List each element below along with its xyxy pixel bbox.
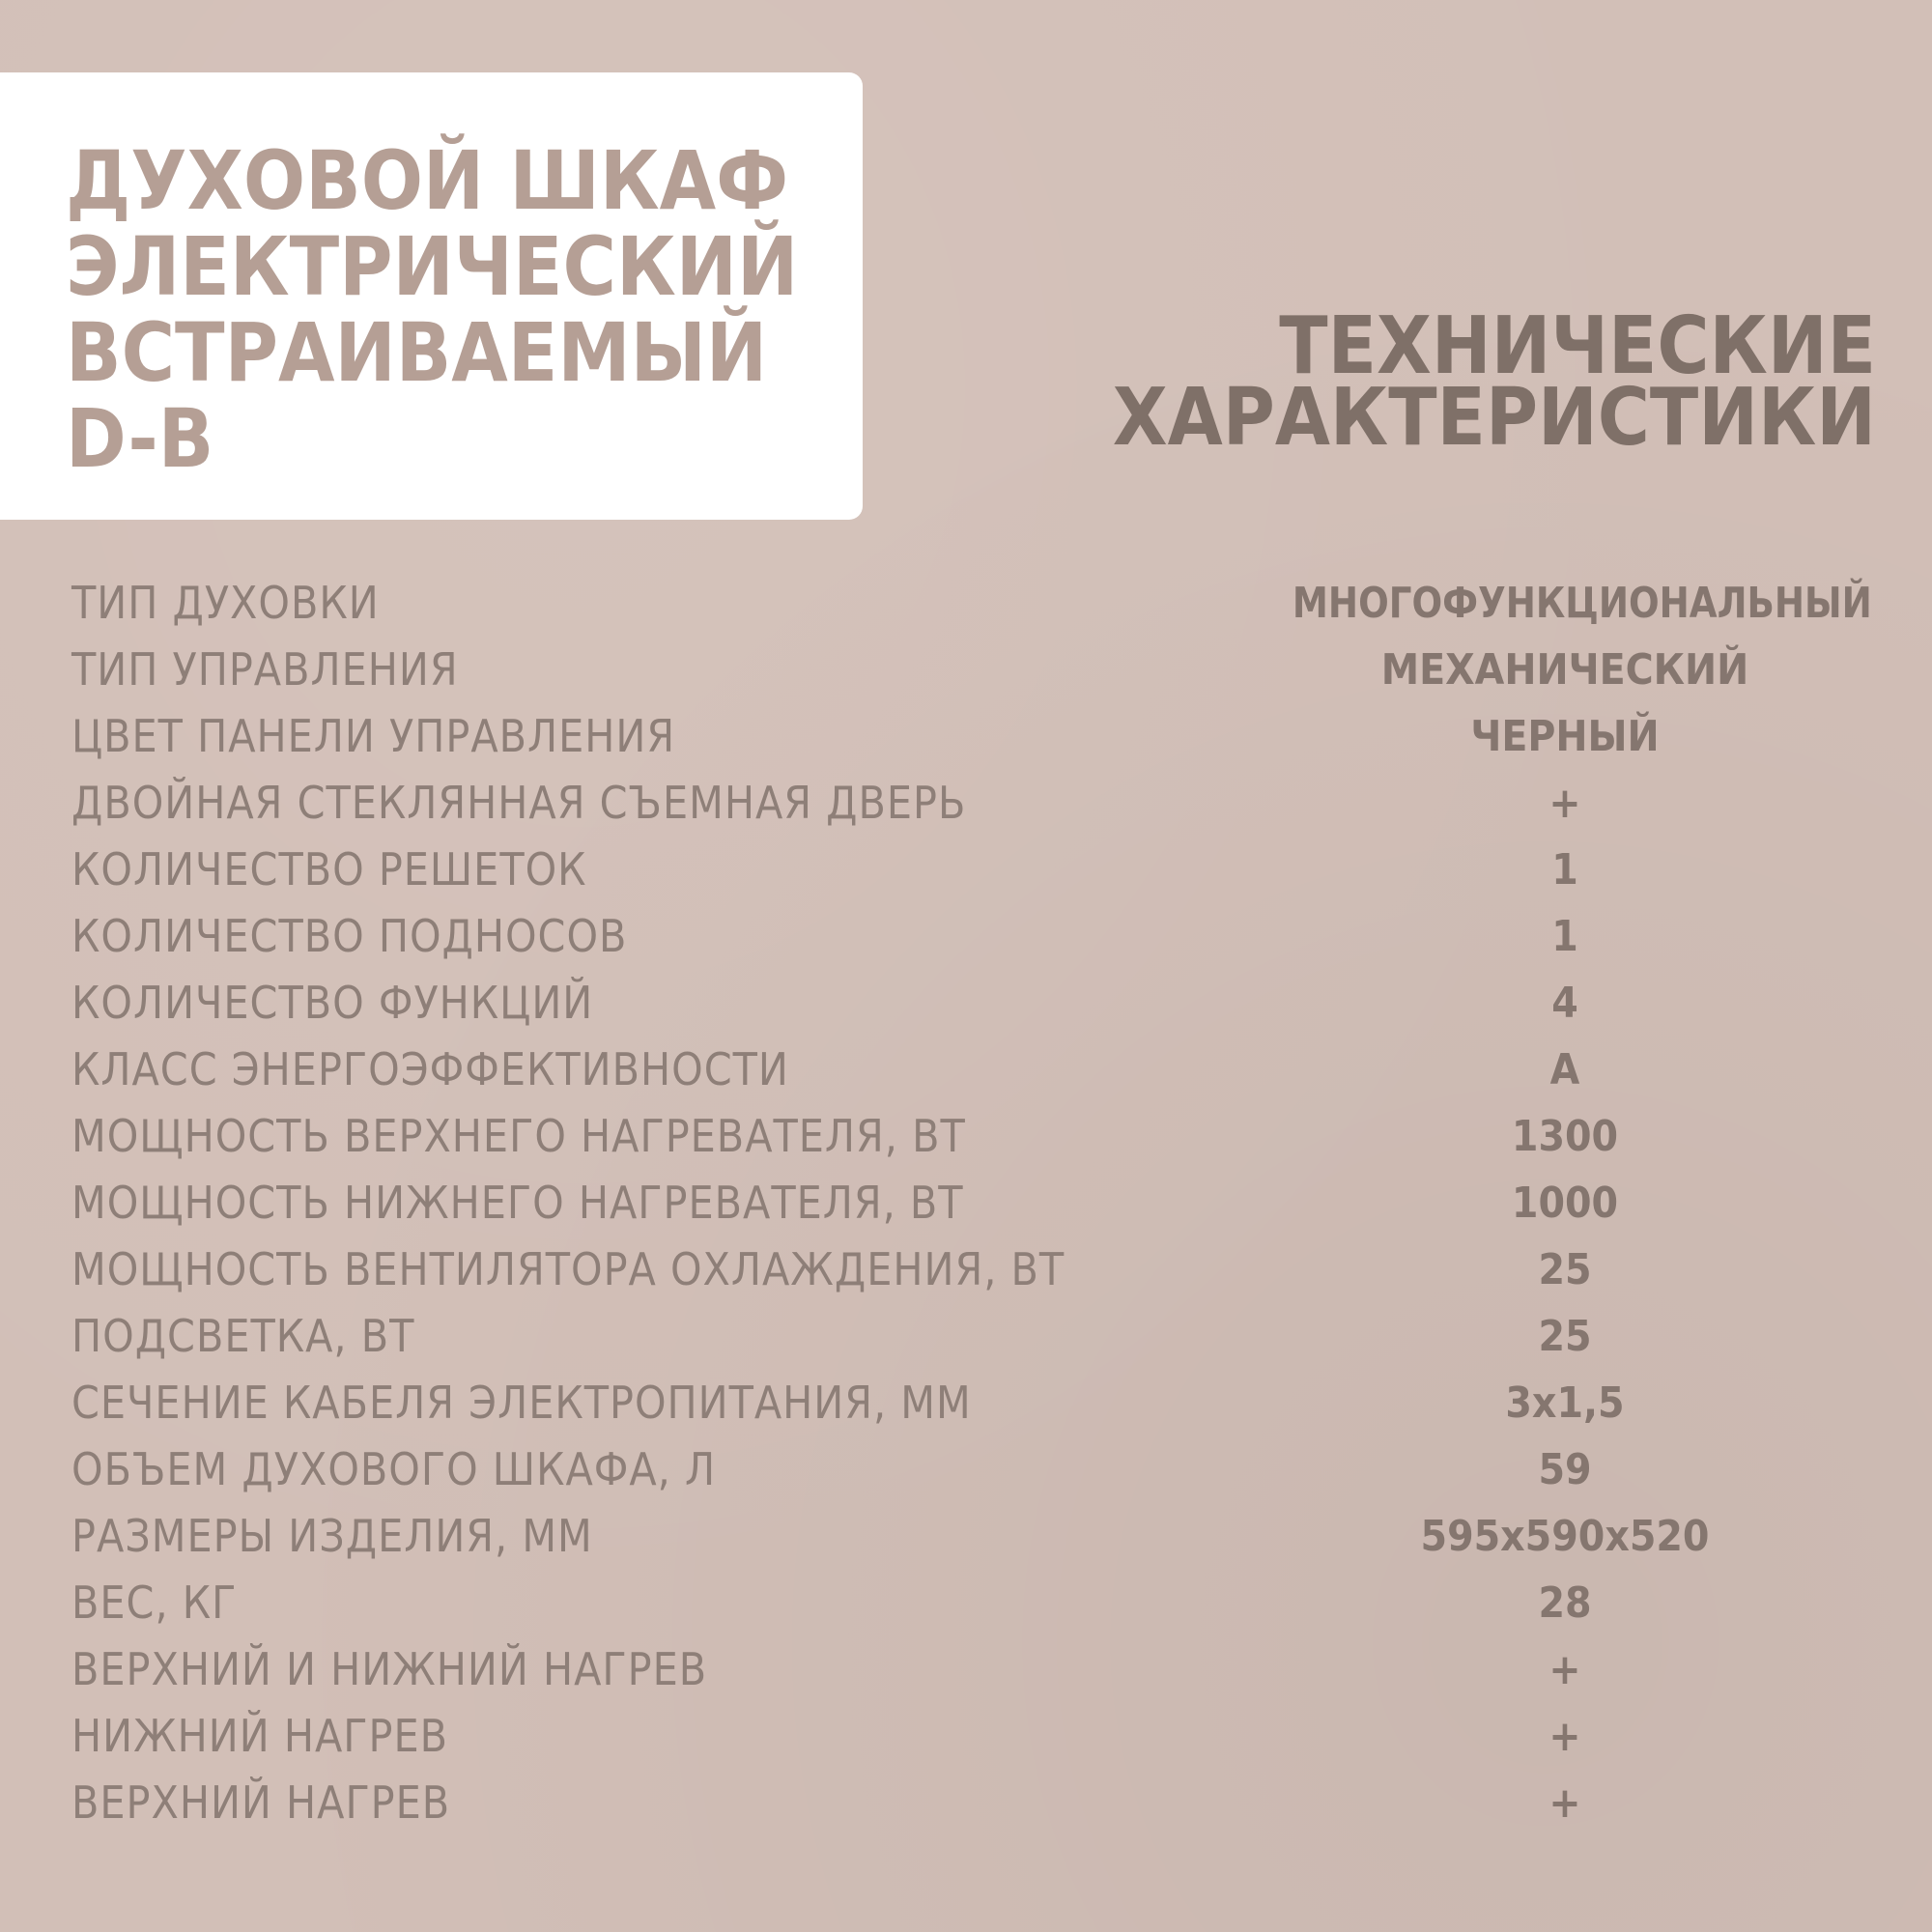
spec-row [0, 1503, 1932, 1570]
spec-value: + [1548, 1645, 1581, 1694]
spec-label: ЦВЕТ ПАНЕЛИ УПРАВЛЕНИЯ [71, 710, 676, 762]
spec-value: А [1549, 1045, 1580, 1094]
spec-value: ЧЕРНЫЙ [1470, 712, 1660, 761]
spec-value: 1000 [1511, 1179, 1619, 1228]
section-title-line-2: ХАРАКТЕРИСТИКИ [1112, 372, 1876, 464]
spec-row [0, 770, 1932, 837]
spec-label: ВЕС, КГ [71, 1577, 238, 1629]
spec-label: КОЛИЧЕСТВО ФУНКЦИЙ [71, 977, 594, 1029]
spec-row [0, 1170, 1932, 1236]
spec-label: ТИП УПРАВЛЕНИЯ [71, 643, 459, 696]
spec-row [0, 1303, 1932, 1370]
spec-row [0, 1037, 1932, 1103]
spec-value: + [1548, 1712, 1581, 1761]
spec-label: СЕЧЕНИЕ КАБЕЛЯ ЭЛЕКТРОПИТАНИЯ, ММ [71, 1377, 972, 1429]
spec-label: КОЛИЧЕСТВО ПОДНОСОВ [71, 910, 628, 962]
spec-label: ОБЪЕМ ДУХОВОГО ШКАФА, Л [71, 1443, 717, 1495]
spec-row [0, 1636, 1932, 1703]
spec-value: 25 [1538, 1312, 1592, 1361]
section-title-line-1: ТЕХНИЧЕСКИЕ [1279, 300, 1876, 392]
spec-label: КОЛИЧЕСТВО РЕШЕТОК [71, 843, 587, 895]
spec-label: ПОДСВЕТКА, ВТ [71, 1310, 415, 1362]
spec-value: 595x590x520 [1420, 1512, 1710, 1561]
spec-label: МОЩНОСТЬ ВЕНТИЛЯТОРА ОХЛАЖДЕНИЯ, ВТ [71, 1243, 1065, 1295]
spec-row [0, 1103, 1932, 1170]
product-title-line-1: ДУХОВОЙ ШКАФ [66, 133, 789, 228]
spec-row [0, 1436, 1932, 1503]
spec-value: + [1548, 779, 1581, 828]
spec-label: МОЩНОСТЬ ВЕРХНЕГО НАГРЕВАТЕЛЯ, ВТ [71, 1110, 966, 1162]
spec-row [0, 837, 1932, 903]
spec-label: ВЕРХНИЙ НАГРЕВ [71, 1776, 451, 1829]
spec-row [0, 1703, 1932, 1770]
spec-label: НИЖНИЙ НАГРЕВ [71, 1710, 449, 1762]
spec-value: МНОГОФУНКЦИОНАЛЬНЫЙ [1292, 579, 1872, 628]
spec-value: МЕХАНИЧЕСКИЙ [1380, 645, 1749, 695]
spec-label: ТИП ДУХОВКИ [71, 577, 380, 629]
spec-label: РАЗМЕРЫ ИЗДЕЛИЯ, ММ [71, 1510, 593, 1562]
spec-value: + [1548, 1778, 1581, 1828]
spec-value: 25 [1538, 1245, 1592, 1294]
spec-row [0, 1770, 1932, 1836]
product-title-line-4: D-B [66, 391, 214, 486]
spec-value: 28 [1538, 1578, 1592, 1628]
spec-label: ДВОЙНАЯ СТЕКЛЯННАЯ СЪЕМНАЯ ДВЕРЬ [71, 777, 967, 829]
spec-value: 3x1,5 [1505, 1378, 1625, 1428]
spec-row [0, 1370, 1932, 1436]
spec-value: 1 [1551, 845, 1578, 895]
spec-row [0, 703, 1932, 770]
product-title-line-3: ВСТРАИВАЕМЫЙ [66, 305, 768, 400]
product-title-card [0, 72, 863, 520]
spec-label: КЛАСС ЭНЕРГОЭФФЕКТИВНОСТИ [71, 1043, 789, 1095]
spec-row [0, 637, 1932, 703]
spec-value: 1300 [1511, 1112, 1619, 1161]
spec-row [0, 970, 1932, 1037]
product-title-line-2: ЭЛЕКТРИЧЕСКИЙ [66, 219, 799, 314]
spec-row [0, 903, 1932, 970]
spec-value: 1 [1551, 912, 1578, 961]
spec-value: 4 [1551, 979, 1578, 1028]
spec-label: ВЕРХНИЙ И НИЖНИЙ НАГРЕВ [71, 1643, 708, 1695]
spec-label: МОЩНОСТЬ НИЖНЕГО НАГРЕВАТЕЛЯ, ВТ [71, 1177, 964, 1229]
spec-value: 59 [1538, 1445, 1592, 1494]
spec-row [0, 570, 1932, 637]
spec-row [0, 1570, 1932, 1636]
spec-row [0, 1236, 1932, 1303]
